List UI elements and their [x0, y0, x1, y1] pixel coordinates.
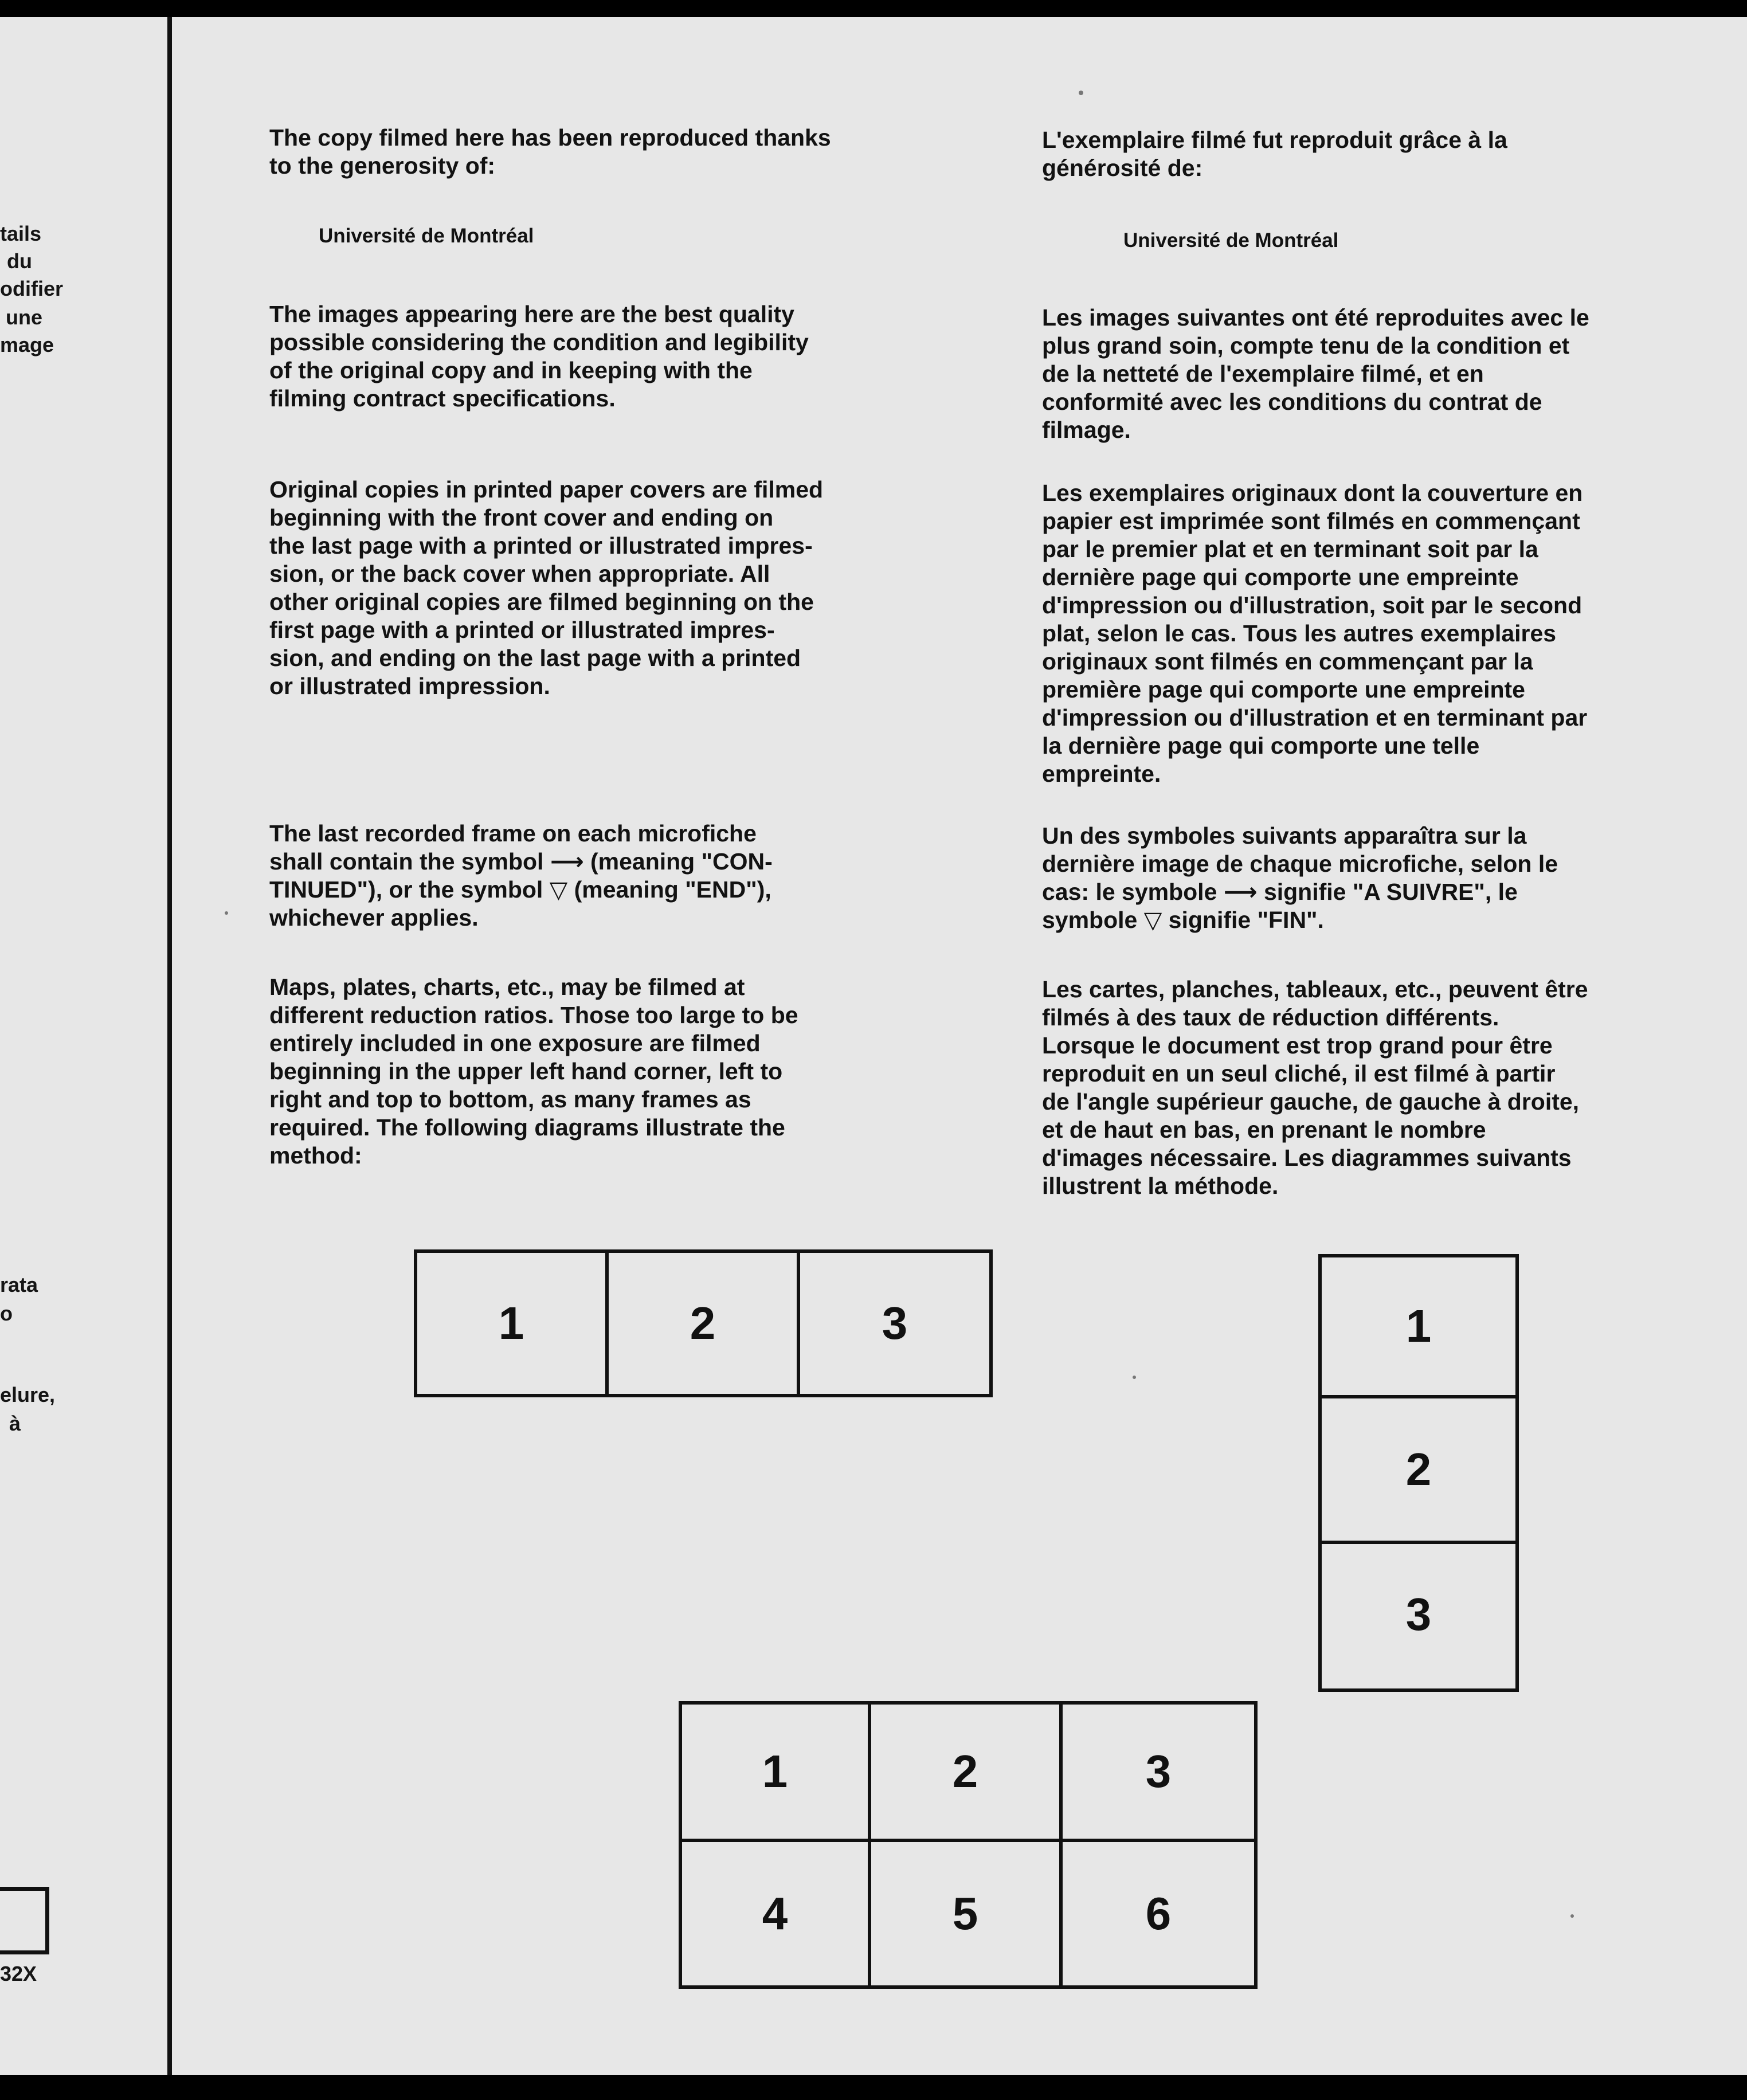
- en-maps-paragraph: Maps, plates, charts, etc., may be filmed at different reduction ratios. Those too large to be entirely included in one exposure are filmed beginning in the upper left hand corner, left to right and top to bottom, as many frames as required. The following diagrams illustrate the method:: [269, 974, 798, 1169]
- margin-fragment: elure,: [0, 1383, 56, 1406]
- margin-fragment: tails: [0, 222, 42, 245]
- margin-fragment: o: [0, 1302, 13, 1325]
- margin-fragment: mage: [0, 333, 54, 356]
- scan-speck: [225, 911, 228, 915]
- grid-frames-diagram: [679, 1701, 1258, 1989]
- frame-cell: 2: [871, 1705, 1063, 1842]
- margin-fragment: du: [7, 249, 32, 273]
- fr-intro: L'exemplaire filmé fut reproduit grâce à la générosité de:: [1042, 127, 1507, 181]
- margin-fragment: à: [9, 1412, 21, 1435]
- en-covers-paragraph: Original copies in printed paper covers are filmed beginning with the front cover and ending on the last page with a printed or illustrated impres- sion, or the back cover when appropriate. All other original copies are filmed beginning on the first page with a printed or illustrated impres- sion, and ending on the last page with a printed or illustrated impression.: [269, 476, 824, 699]
- microfiche-target-page: [0, 17, 1747, 2075]
- page-divider: [167, 17, 172, 2075]
- reduction-label: 32X: [0, 1962, 37, 1985]
- margin-fragment: rata: [0, 1273, 38, 1296]
- en-intro: The copy filmed here has been reproduced thanks to the generosity of:: [269, 124, 831, 179]
- frame-cell: 2: [605, 1253, 797, 1394]
- margin-fragment: odifier: [0, 277, 64, 300]
- en-symbols-paragraph: The last recorded frame on each microfiche shall contain the symbol ⟶ (meaning "CON- TINUED"), or the symbol ▽ (meaning "END"), whichever applies.: [269, 820, 773, 931]
- row-frames-diagram: [414, 1249, 993, 1397]
- fr-covers-paragraph: Les exemplaires originaux dont la couverture en papier est imprimée sont filmés en commençant par le premier plat et en terminant soit par la dernière page qui comporte une empreinte d'impression ou d'illustration, soit par le second plat, selon le cas. Tous les autres exemplaires originaux sont filmés en commençant par la première page qui comporte une empreinte d'impression ou d'illustration et en terminant par la dernière page qui comporte une telle empreinte.: [1042, 480, 1588, 787]
- reduction-box: [0, 1887, 49, 1954]
- frame-cell: 4: [682, 1842, 871, 1985]
- frame-cell: 3: [1322, 1541, 1515, 1685]
- frame-cell: 1: [682, 1705, 871, 1842]
- frame-cell: 3: [1063, 1705, 1254, 1842]
- frame-cell: 2: [1322, 1395, 1515, 1541]
- fr-quality-paragraph: Les images suivantes ont été reproduites avec le plus grand soin, compte tenu de la condition et de la netteté de l'exemplaire filmé, et en conformité avec les conditions du contrat de filmage.: [1042, 304, 1589, 443]
- frame-cell: 3: [797, 1253, 989, 1394]
- frame-cell: 6: [1145, 1888, 1172, 1939]
- fr-institution: Université de Montréal: [1123, 229, 1339, 252]
- en-institution: Université de Montréal: [319, 225, 534, 247]
- scan-speck: [1570, 1914, 1574, 1918]
- margin-fragment: une: [6, 305, 43, 329]
- fr-symbols-paragraph: Un des symboles suivants apparaîtra sur la dernière image de chaque microfiche, selon le cas: le symbole ⟶ signifie "A SUIVRE", le symbole ▽ signifie "FIN".: [1042, 822, 1558, 933]
- en-quality-paragraph: The images appearing here are the best quality possible considering the condition and legibility of the original copy and in keeping with the filming contract specifications.: [269, 301, 809, 412]
- scan-speck: [1079, 91, 1083, 95]
- frame-cell: 5: [871, 1842, 1063, 1985]
- fr-maps-paragraph: Les cartes, planches, tableaux, etc., peuvent être filmés à des taux de réduction différents. Lorsque le document est trop grand pour être reproduit en un seul cliché, il est filmé à partir de l'angle supérieur gauche, de gauche à droite, et de haut en bas, en prenant le nombre d'images nécessaire. Les diagrammes suivants illustrent la méthode.: [1042, 976, 1588, 1199]
- frame-cell: 1: [1405, 1300, 1432, 1351]
- frame-cell: 1: [498, 1298, 524, 1349]
- scan-speck: [1133, 1376, 1136, 1379]
- column-frames-diagram: [1318, 1254, 1519, 1692]
